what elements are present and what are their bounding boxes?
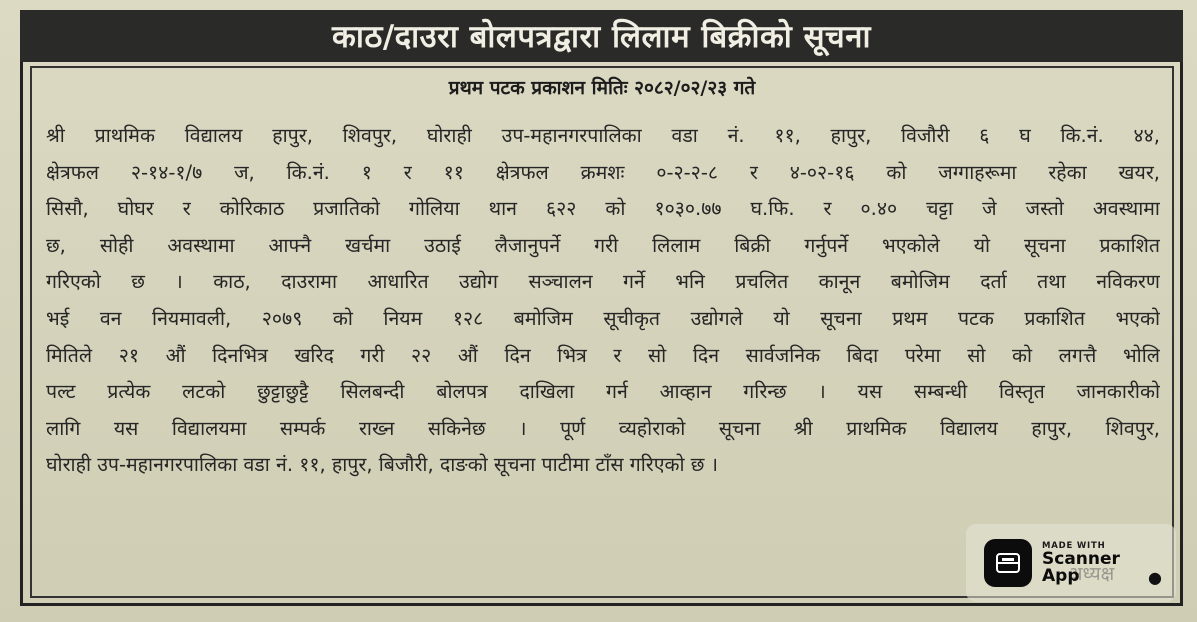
apple-icon: ● xyxy=(1148,568,1162,587)
body-line: मितिले २१ औं दिनभित्र खरिद गरी २२ औं दिन भित्र र सो दिन सार्वजनिक बिदा परेमा सो को लगत्तै भोलि xyxy=(46,343,1160,367)
body-line: भई वन नियमावली, २०७९ को नियम १२८ बमोजिम सूचीकृत उद्योगले यो सूचना प्रथम पटक प्रकाशित भएको xyxy=(46,306,1160,330)
body-line: पल्ट प्रत्येक लटको छुट्टाछुट्टै सिलबन्दी बोलपत्र दाखिला गर्न आव्हान गरिन्छ । यस सम्बन्धी विस्तृत जानकारीको xyxy=(46,380,1160,404)
watermark-text xyxy=(1042,541,1120,585)
app-name-line1: Scanner xyxy=(1042,549,1120,569)
body-line: छ, सोही अवस्थामा आफ्नै खर्चमा उठाई लैजानुपर्ने गरी लिलाम बिक्री गर्नुपर्ने भएकोले यो सूचना प्रकाशित xyxy=(46,233,1160,257)
body-line: सिसौ, घोघर र कोरिकाठ प्रजातिको गोलिया थान ६२२ को १०३०.७७ घ.फि. र ०.४० चट्टा जे जस्तो अवस्थामा xyxy=(46,197,1160,221)
body-line: श्री प्राथमिक विद्यालय हापुर, शिवपुर, घोराही उप-महानगरपालिका वडा नं. ११, हापुर, विजौरी ६ घ कि.नं. ४४, xyxy=(46,124,1160,147)
notice-body xyxy=(46,118,1160,484)
publish-date: प्रथम पटक प्रकाशन मितिः २०८२/०२/२३ गते xyxy=(448,77,756,99)
scanner-app-icon xyxy=(984,539,1032,587)
body-line: लागि यस विद्यालयमा सम्पर्क राख्न सकिनेछ । पूर्ण व्यहोराको सूचना श्री प्राथमिक विद्यालय हापुर, शिवपुर, xyxy=(46,416,1160,440)
scanner-app-watermark xyxy=(966,524,1176,602)
body-line: क्षेत्रफल २-१४-१/७ ज, कि.नं. १ र ११ क्षेत्रफल क्रमशः ०-२-२-८ र ४-०२-१६ को जग्गाहरूमा रहेका खयर, xyxy=(46,160,1160,184)
made-with-label: MADE WITH xyxy=(1042,541,1106,551)
notice-title: काठ/दाउरा बोलपत्रद्वारा लिलाम बिक्रीको सूचना xyxy=(332,19,871,55)
body-line: गरिएको छ । काठ, दाउरामा आधारित उद्योग सञ्चालन गर्ने भनि प्रचलित कानून बमोजिम दर्ता तथा नविकरण xyxy=(46,270,1160,294)
app-name-line2: App xyxy=(1042,566,1080,586)
body-line: घोराही उप-महानगरपालिका वडा नं. ११, हापुर, बिजौरी, दाङको सूचना पाटीमा टाँस गरिएको छ । xyxy=(46,453,719,477)
notice-title-bar xyxy=(20,10,1183,62)
